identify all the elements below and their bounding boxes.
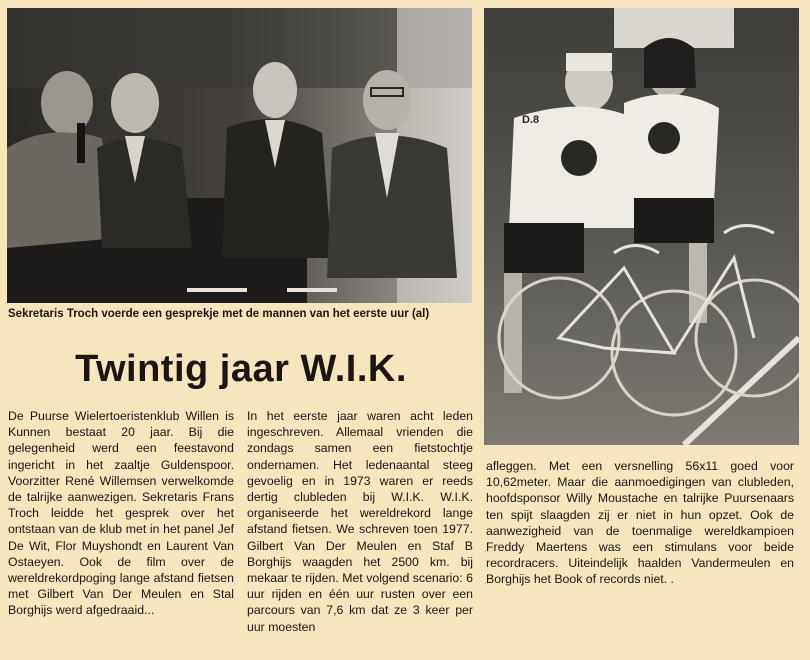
article-column-3: afleggen. Met een versnelling 56x11 goed voor 10,62meter. Maar die aanmoedigingen van clubleden, hoofdsponsor Willy Moustache en talrijke Puursenaars ten spijt slaagden zij er niet in hun opzet. Ook de aanwezigheid van de toenmalige wereldkampioen Freddy Maertens was een stimulans voor beide recordracers. Uiteindelijk haalden Vandermeulen en Borghijs het Book of records niet. . [486, 459, 794, 587]
photo-panel-discussion [7, 8, 472, 303]
photo-two-cyclists [484, 8, 799, 445]
article-column-2: In het eerste jaar waren acht leden ingeschreven. Allemaal vrienden die zondags samen een fietstochtje ondernamen. Het ledenaantal steeg gevoelig en in 1973 waren er reeds dertig clubleden bij W.I.K. W.I.K. organiseerde het wereldrekord lange afstand fietsen. We schreven toen 1977. Gilbert Van Der Meulen en Staf B Borghijs waagden het 2500 km. bij mekaar te rijden. Met volgend scenario: 6 uur rijden en één uur rusten over een parcours van 7,6 km dat ze 3 keer per uur moesten [247, 409, 473, 634]
jersey-number-text: D.8 [522, 114, 540, 126]
photo-caption: Sekretaris Troch voerde een gesprekje met de mannen van het eerste uur (al) [8, 308, 430, 320]
headline: Twintig jaar W.I.K. [75, 348, 407, 390]
article-column-1: De Puurse Wielertoeristenklub Willen is Kunnen bestaat 20 jaar. Bij die gelegenheid werd een feestavond ingericht in het zaaltje Guldenspoor. Voorzitter René Willemsen verwelkomde de talrijke aanwezigen. Sekretaris Frans Troch leidde het gesprek over het ontstaan van de klub met in het panel Jef De Wit, Flor Muyshondt en Laurent Van Ostaeyen. Ook de film over de wereldrekordpoging lange afstand fietsen met Gilbert Van Der Meulen en Stal Borghijs werd afgedraaid... [8, 409, 234, 618]
